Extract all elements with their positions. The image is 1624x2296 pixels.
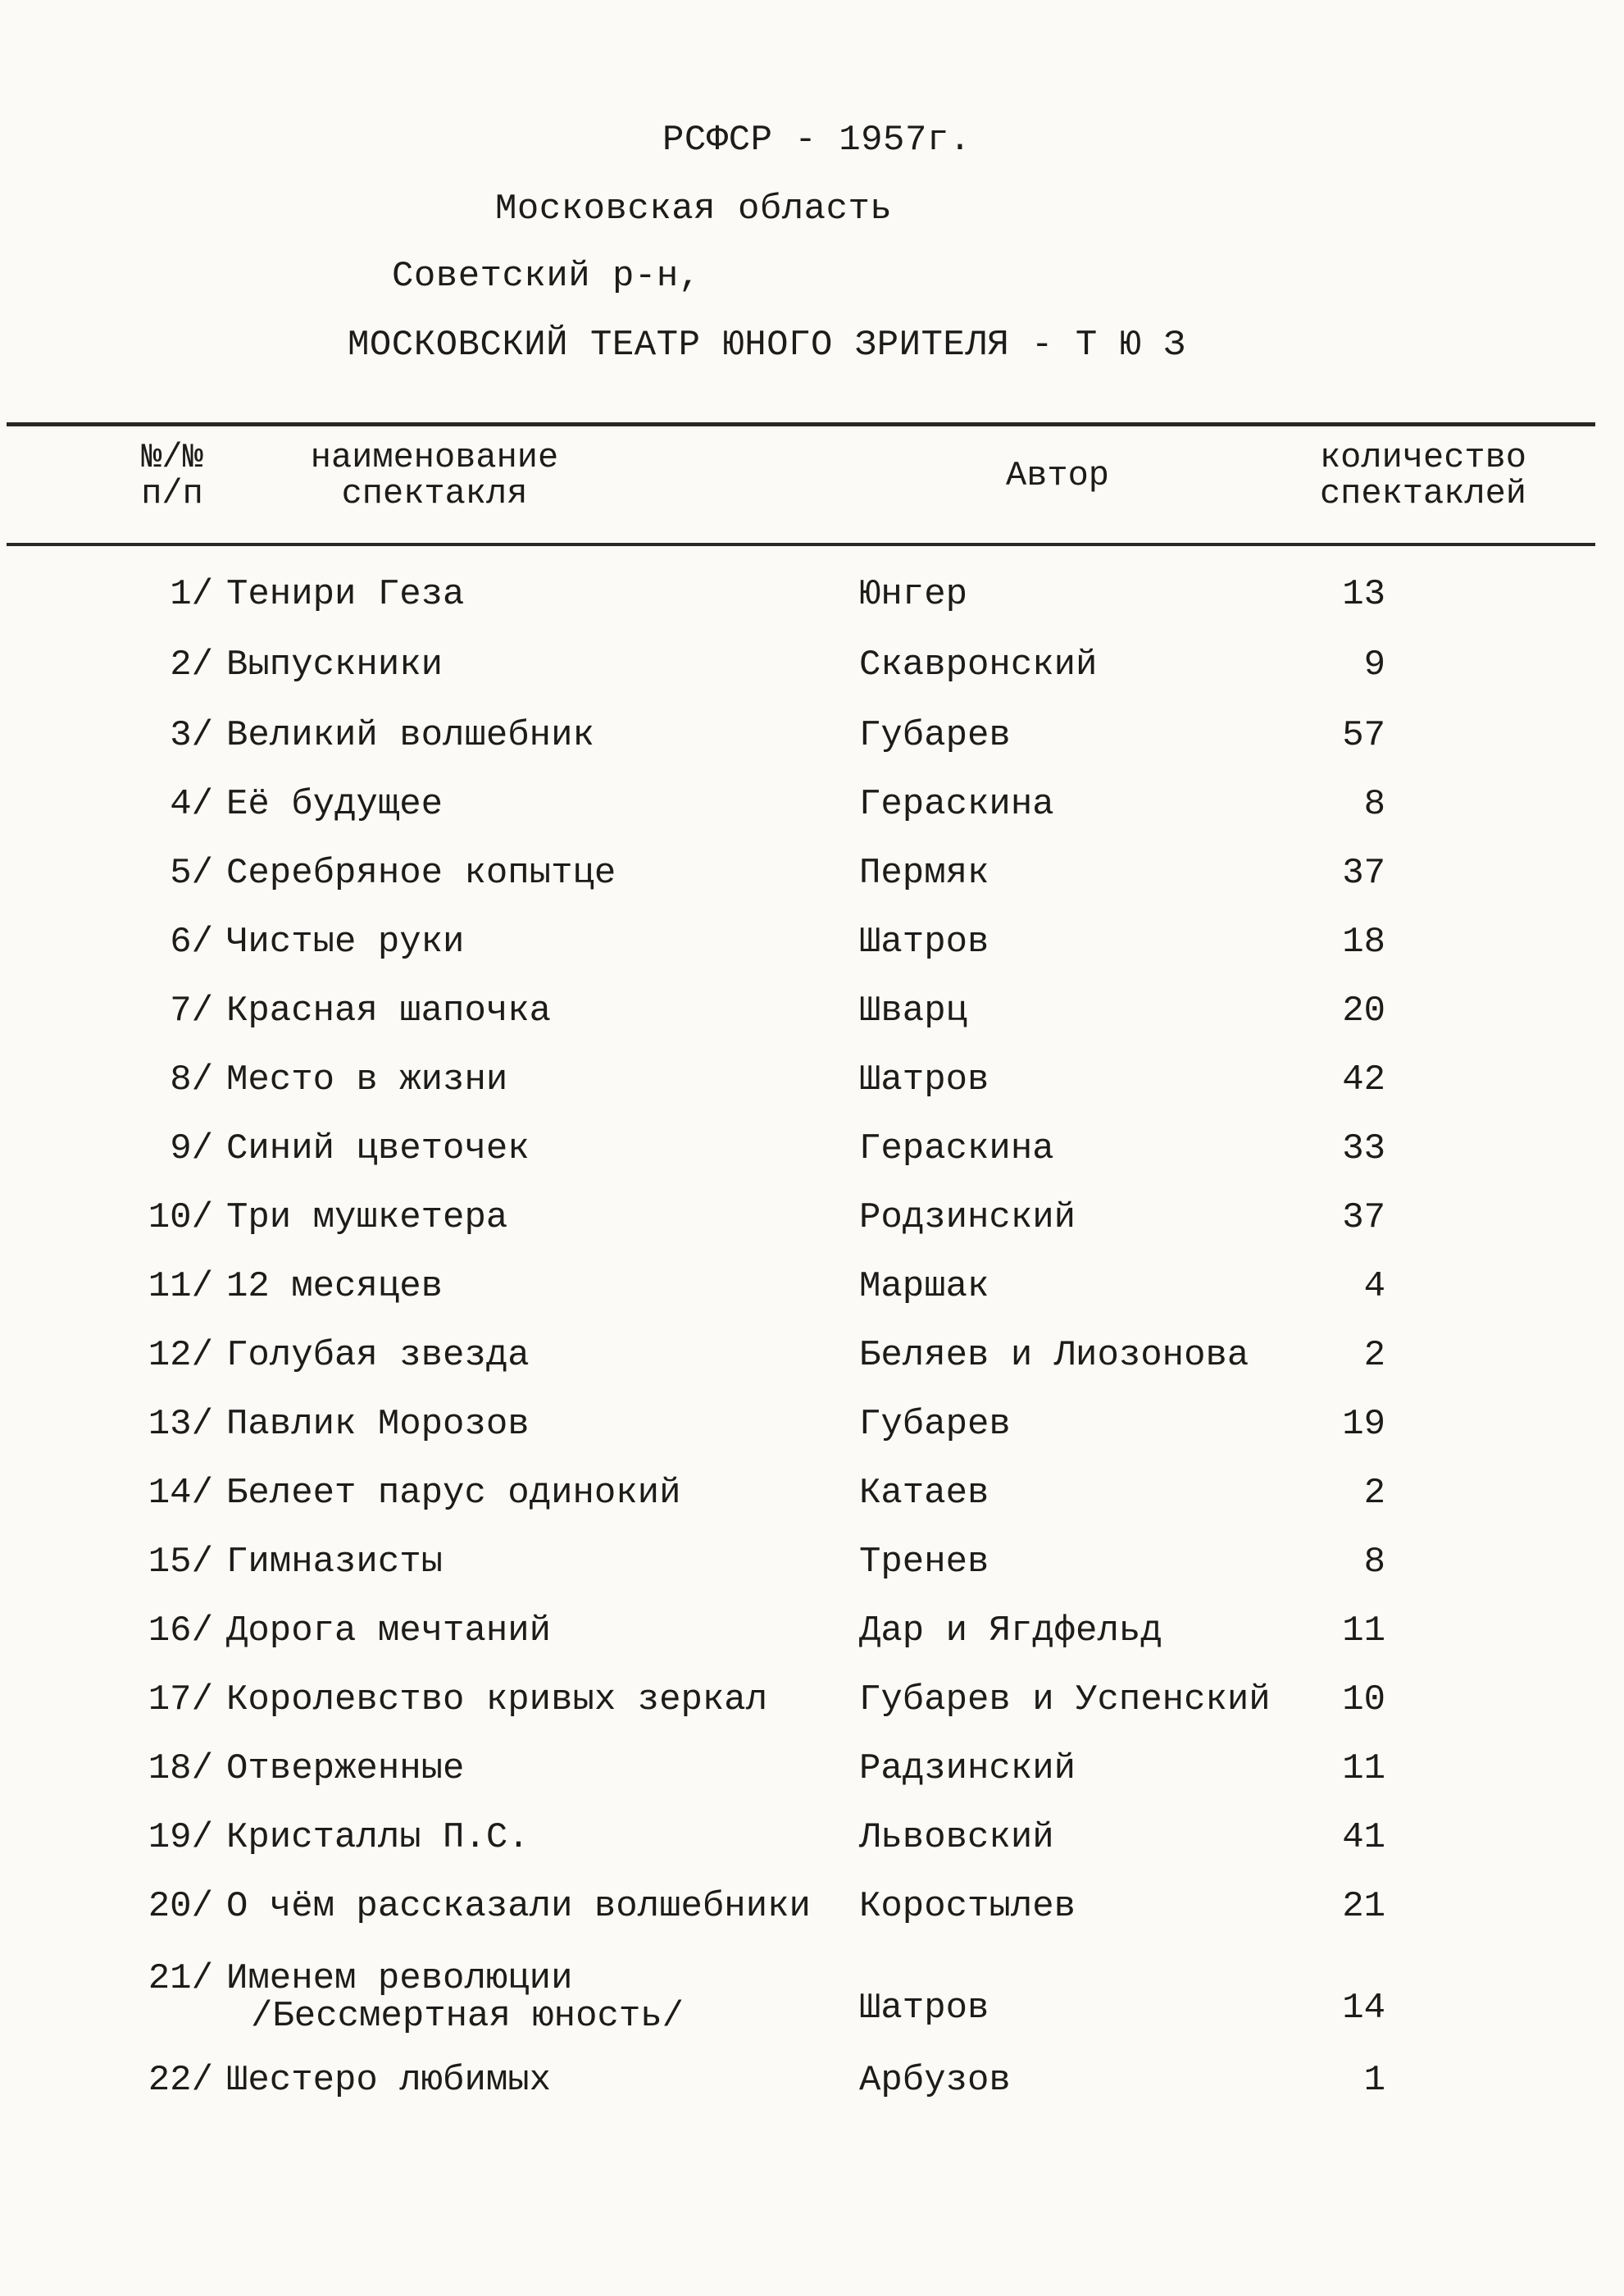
performance-count: 11 [1342, 1610, 1385, 1651]
play-title: Красная шапочка [226, 991, 552, 1032]
play-author: Гераскина [859, 784, 1054, 825]
performance-count: 11 [1342, 1748, 1385, 1789]
play-author: Родзинский [859, 1197, 1076, 1238]
row-number: 10/ [148, 1197, 213, 1238]
row-number: 18/ [148, 1748, 213, 1789]
performance-count: 4 [1363, 1266, 1385, 1307]
play-title: Отверженные [226, 1748, 465, 1789]
play-author: Гераскина [859, 1128, 1054, 1169]
play-title: Выпускники [226, 645, 444, 686]
header-theatre-name: МОСКОВСКИЙ ТЕАТР ЮНОГО ЗРИТЕЛЯ - Т Ю З [348, 325, 1186, 366]
row-number: 15/ [148, 1542, 213, 1583]
performance-count: 37 [1342, 1197, 1385, 1238]
play-title: Белеет парус одинокий [226, 1473, 681, 1514]
performance-count: 8 [1363, 1542, 1385, 1583]
play-title: Синий цветочек [226, 1128, 530, 1169]
top-rule [7, 422, 1595, 426]
play-title: Чистые руки [226, 922, 465, 963]
row-number: 4/ [170, 784, 213, 825]
play-title: Гимназисты [226, 1542, 444, 1583]
play-title: Три мушкетера [226, 1197, 508, 1238]
play-author: Шатров [859, 922, 989, 963]
play-title: Дорога мечтаний [226, 1610, 552, 1651]
column-header-count: количество спектаклей [1319, 438, 1527, 513]
play-author: Радзинский [859, 1748, 1076, 1789]
header-bottom-rule [7, 543, 1595, 546]
header-region: Московская область [495, 189, 893, 230]
column-header-title: наименование спектакля [310, 438, 559, 513]
play-author: Скавронский [859, 645, 1098, 686]
play-title: Голубая звезда [226, 1335, 530, 1376]
play-title-subtitle: /Бессмертная юность/ [251, 1996, 685, 2037]
row-number: 11/ [148, 1266, 213, 1307]
row-number: 8/ [170, 1059, 213, 1100]
play-author: Юнгер [859, 574, 968, 615]
play-author: Губарев и Успенский [859, 1679, 1271, 1720]
play-title: Серебряное копытце [226, 853, 616, 894]
play-author: Пермяк [859, 853, 989, 894]
row-number: 9/ [170, 1128, 213, 1169]
header-republic-year: РСФСР - 1957г. [662, 120, 971, 161]
performance-count: 10 [1342, 1679, 1385, 1720]
column-header-number: №/№ п/п [141, 438, 203, 513]
play-title: Её будущее [226, 784, 444, 825]
header-district: Советский р-н, [392, 256, 701, 297]
play-author: Шатров [859, 1059, 989, 1100]
performance-count: 1 [1363, 2060, 1385, 2101]
play-title: 12 месяцев [226, 1266, 444, 1307]
play-author: Арбузов [859, 2060, 1011, 2101]
play-title: О чём рассказали волшебники [226, 1886, 811, 1927]
play-title: Шестеро любимых [226, 2060, 552, 2101]
play-author: Губарев [859, 715, 1011, 756]
performance-count: 21 [1342, 1886, 1385, 1927]
play-author: Катаев [859, 1473, 989, 1514]
performance-count: 42 [1342, 1059, 1385, 1100]
performance-count: 2 [1363, 1473, 1385, 1514]
performance-count: 14 [1342, 1988, 1385, 2029]
play-author: Дар и Ягдфельд [859, 1610, 1162, 1651]
row-number: 20/ [148, 1886, 213, 1927]
row-number: 16/ [148, 1610, 213, 1651]
play-author: Маршак [859, 1266, 989, 1307]
row-number: 14/ [148, 1473, 213, 1514]
performance-count: 41 [1342, 1817, 1385, 1858]
play-title [226, 1960, 684, 2035]
play-author: Беляев и Лиозонова [859, 1335, 1249, 1376]
row-number: 2/ [170, 645, 213, 686]
performance-count: 8 [1363, 784, 1385, 825]
play-title: Павлик Морозов [226, 1404, 530, 1445]
play-title: Великий волшебник [226, 715, 594, 756]
play-author: Львовский [859, 1817, 1054, 1858]
play-title: Тенири Геза [226, 574, 465, 615]
performance-count: 2 [1363, 1335, 1385, 1376]
row-number: 13/ [148, 1404, 213, 1445]
row-number: 7/ [170, 991, 213, 1032]
column-header-author: Автор [1005, 456, 1110, 495]
performance-count: 37 [1342, 853, 1385, 894]
play-title: Место в жизни [226, 1059, 508, 1100]
play-author: Шатров [859, 1988, 989, 2029]
performance-count: 57 [1342, 715, 1385, 756]
row-number: 6/ [170, 922, 213, 963]
row-number: 19/ [148, 1817, 213, 1858]
play-author: Тренев [859, 1542, 989, 1583]
performance-count: 13 [1342, 574, 1385, 615]
play-title: Королевство кривых зеркал [226, 1679, 768, 1720]
play-author: Губарев [859, 1404, 1011, 1445]
row-number: 17/ [148, 1679, 213, 1720]
row-number: 21/ [148, 1958, 213, 1999]
play-author: Коростылев [859, 1886, 1076, 1927]
performance-count: 19 [1342, 1404, 1385, 1445]
performance-count: 9 [1363, 645, 1385, 686]
play-title-main: Именем революции [226, 1958, 573, 1999]
performance-count: 20 [1342, 991, 1385, 1032]
row-number: 5/ [170, 853, 213, 894]
performance-count: 33 [1342, 1128, 1385, 1169]
row-number: 3/ [170, 715, 213, 756]
performance-count: 18 [1342, 922, 1385, 963]
play-author: Шварц [859, 991, 968, 1032]
play-title: Кристаллы П.С. [226, 1817, 530, 1858]
row-number: 22/ [148, 2060, 213, 2101]
row-number: 1/ [170, 574, 213, 615]
row-number: 12/ [148, 1335, 213, 1376]
